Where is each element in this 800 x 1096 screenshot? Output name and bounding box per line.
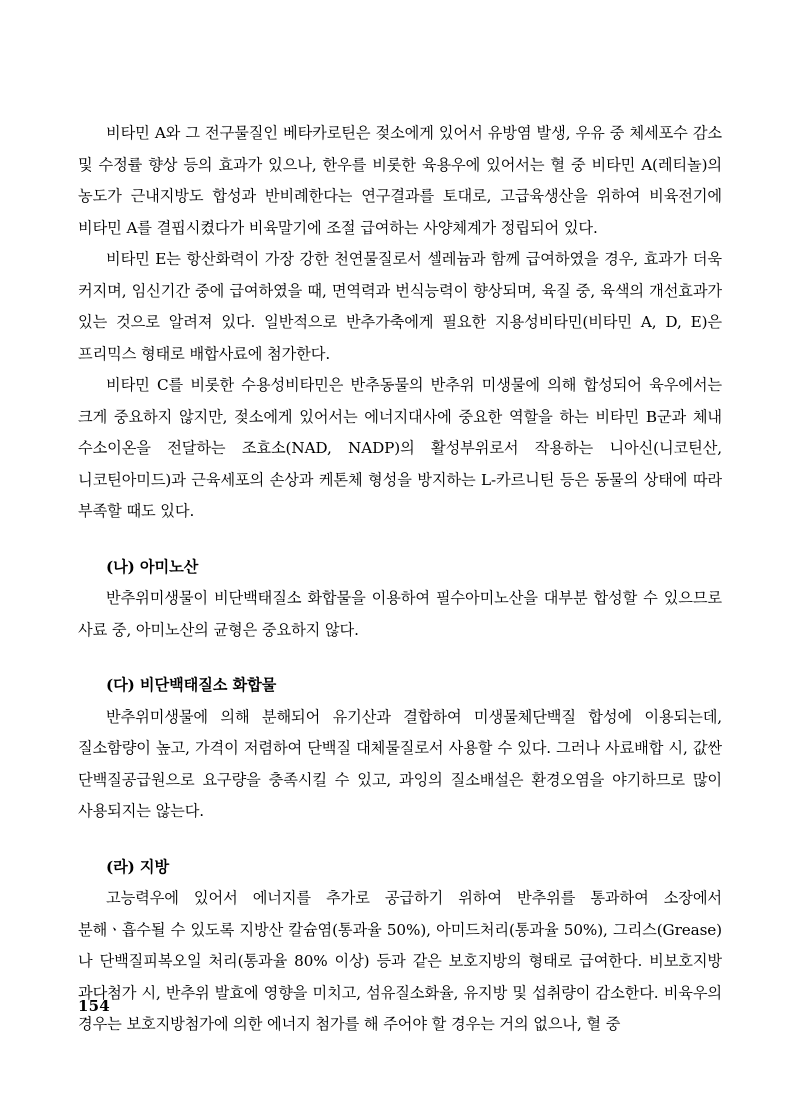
page-number: 154 xyxy=(78,997,110,1015)
section-spacer xyxy=(78,646,722,670)
section-spacer xyxy=(78,828,722,852)
paragraph-fat: 고능력우에 있어서 에너지를 추가로 공급하기 위하여 반추위를 통과하여 소장에서 분해ㆍ흡수될 수 있도록 지방산 칼슘염(통과율 50%), 아미드처리(통과율 50%), 그리스(Grease)나 단백질피복오일 처리(통과율 80% 이상) 등과 같은 보호지방의 형태로 급여한다. 비보호지방 과다첨가 시, 반추위 발효에 영향을 미치고, 섬유질소화율, 유지방 및 섭취량이 감소한다. 비육우의 경우는 보호지방첨가에 의한 에너지 첨가를 해 주어야 할 경우는 거의 없으나, 혈 중 xyxy=(78,889,722,1033)
paragraph-amino-acid: 반추위미생물이 비단백태질소 화합물을 이용하여 필수아미노산을 대부분 합성할 수 있으므로 사료 중, 아미노산의 균형은 중요하지 않다. xyxy=(78,589,722,639)
heading-amino-acid: (나) 아미노산 xyxy=(106,557,199,576)
paragraph-vitamin-e: 비타민 E는 항산화력이 가장 강한 천연물질로서 셀레늄과 함께 급여하였을 경우, 효과가 더욱 커지며, 임신기간 중에 급여하였을 때, 면역력과 번식능력이 향상되며, 육질 중, 육색의 개선효과가 있는 것으로 알려져 있다. 일반적으로 반추가축에게 필요한 지용성비타민(비타민 A, D, E)은 프리믹스 형태로 배합사료에 첨가한다. xyxy=(78,250,722,363)
page-body xyxy=(78,118,722,1041)
heading-fat: (라) 지방 xyxy=(106,857,170,876)
heading-npn-compound: (다) 비단백태질소 화합물 xyxy=(106,676,277,694)
paragraph-npn-compound: 반추위미생물에 의해 분해되어 유기산과 결합하여 미생물체단백질 합성에 이용되는데, 질소함량이 높고, 가격이 저렴하여 단백질 대체물질로서 사용할 수 있다. 그러나 사료배합 시, 값싼 단백질공급원으로 요구량을 충족시킬 수 있고, 과잉의 질소배설은 환경오염을 야기하므로 많이 사용되지는 않는다. xyxy=(78,707,722,820)
paragraph-vitamin-a: 비타민 A와 그 전구물질인 베타카로틴은 젖소에게 있어서 유방염 발생, 우유 중 체세포수 감소 및 수정률 향상 등의 효과가 있으나, 한우를 비롯한 육용우에 있어서는 혈 중 비타민 A(레티놀)의 농도가 근내지방도 합성과 반비례한다는 연구결과를 토대로, 고급육생산을 위하여 비육전기에 비타민 A를 결핍시켰다가 비육말기에 조절 급여하는 사양체계가 정립되어 있다. xyxy=(78,124,722,237)
section-spacer xyxy=(78,528,722,552)
paragraph-vitamin-c: 비타민 C를 비롯한 수용성비타민은 반추동물의 반추위 미생물에 의해 합성되어 육우에서는 크게 중요하지 않지만, 젖소에게 있어서는 에너지대사에 중요한 역할을 하는 비타민 B군과 체내 수소이온을 전달하는 조효소(NAD, NADP)의 활성부위로서 작용하는 니아신(니코틴산, 니코틴아미드)과 근육세포의 손상과 케톤체 형성을 방지하는 L-카르니틴 등은 동물의 상태에 따라 부족할 때도 있다. xyxy=(78,376,722,520)
